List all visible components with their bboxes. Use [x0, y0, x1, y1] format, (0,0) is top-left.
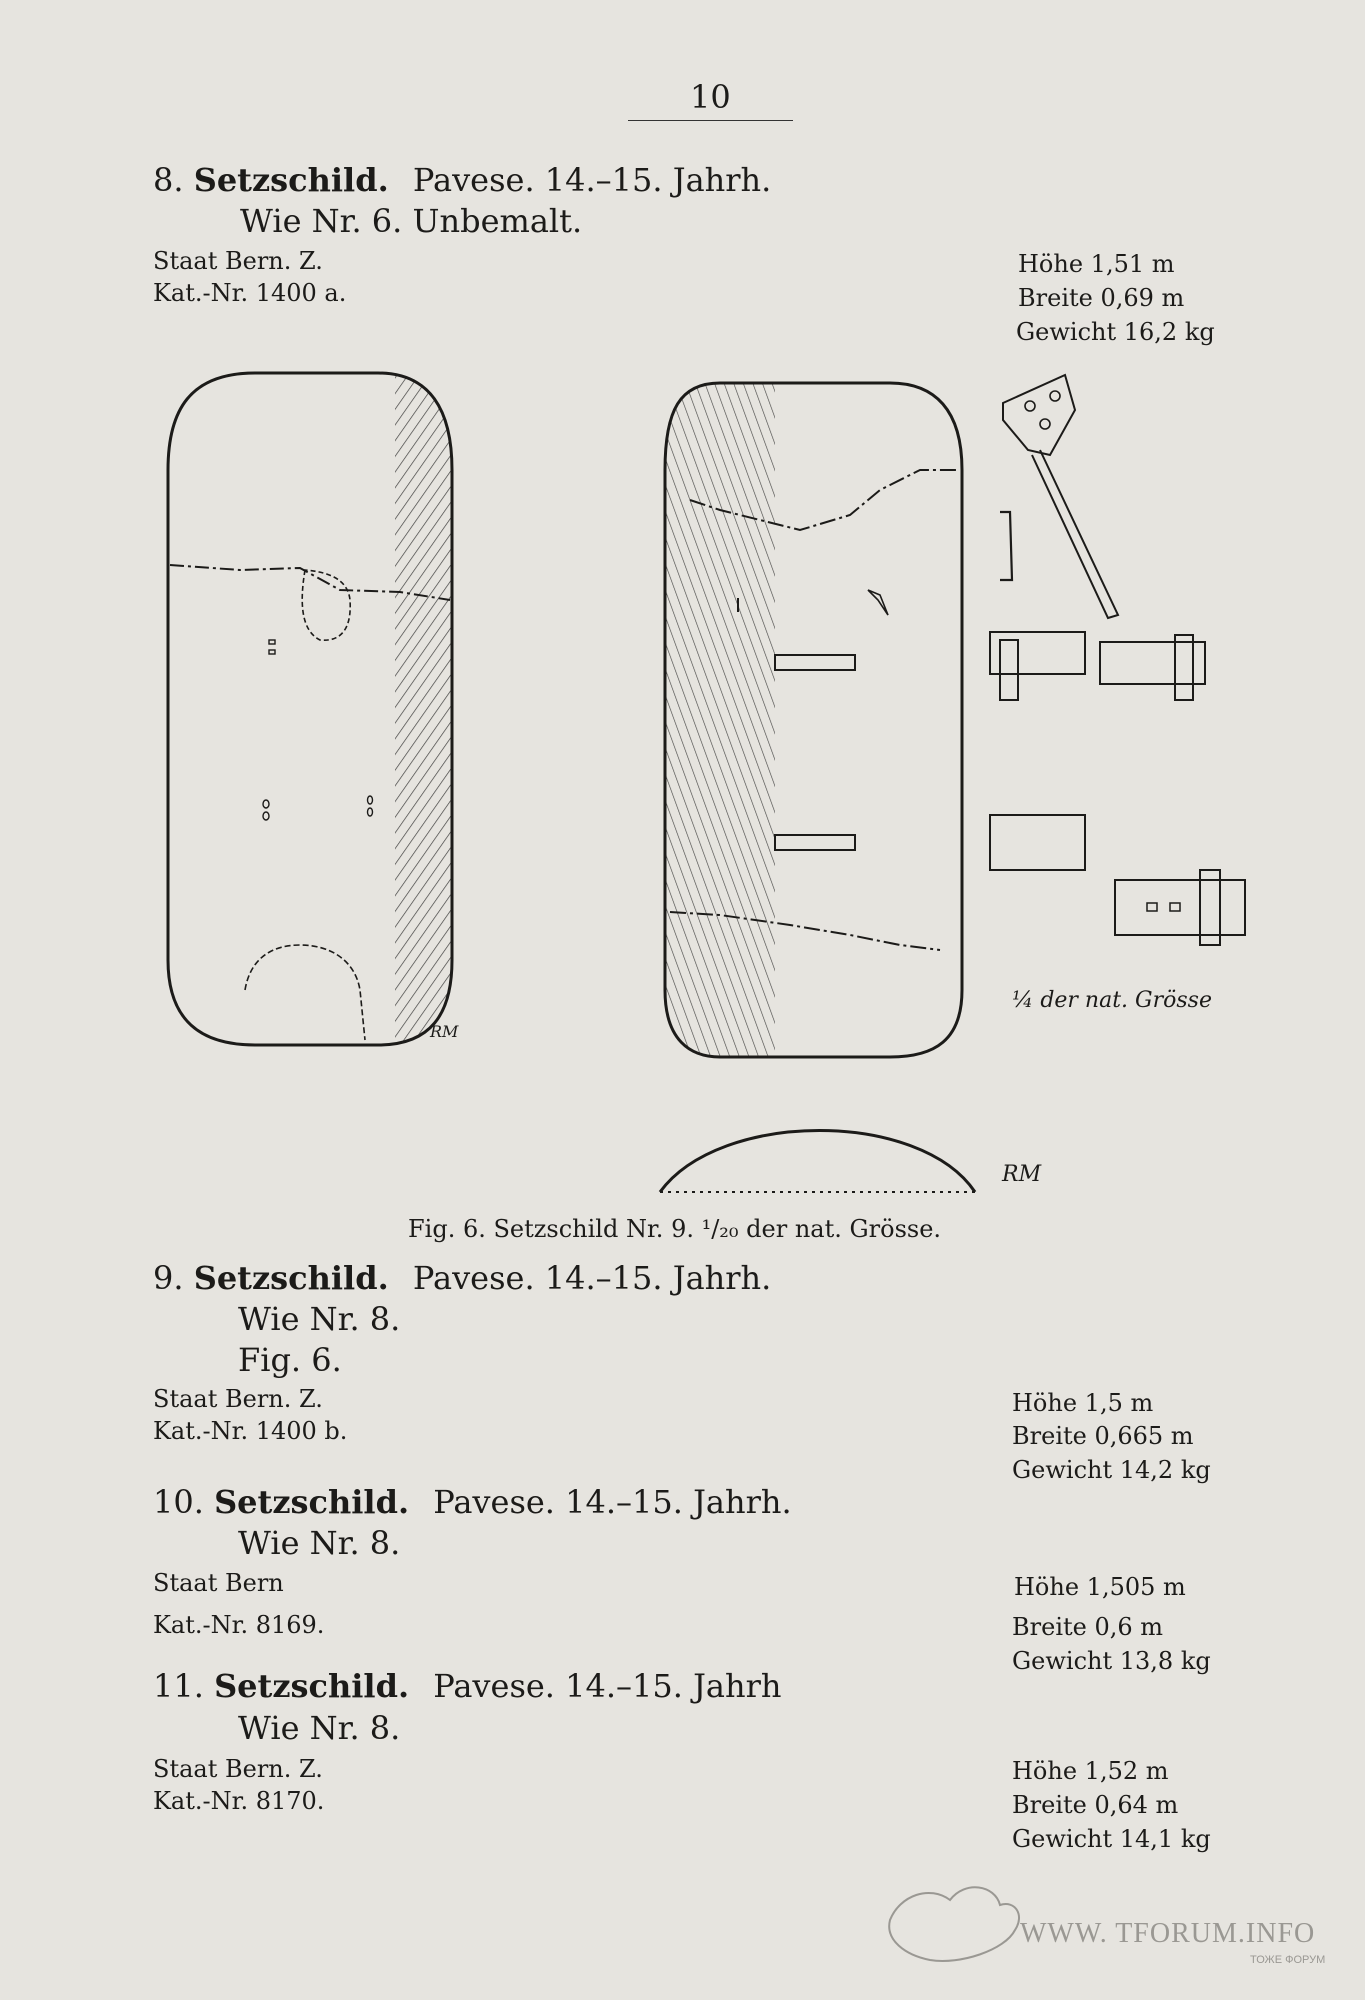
entry-8-note: Wie Nr. 6. Unbemalt.	[240, 202, 583, 240]
entry-8-width: Breite 0,69 m	[1018, 284, 1185, 312]
figure-caption: Fig. 6. Setzschild Nr. 9. ¹/₂₀ der nat. Grösse.	[408, 1215, 942, 1243]
entry-10-owner: Staat Bern	[153, 1569, 284, 1597]
entry-10-catalog: Kat.-Nr. 8169.	[153, 1611, 325, 1639]
shield-back-view	[655, 380, 962, 1070]
entry-9-owner: Staat Bern. Z.	[153, 1385, 323, 1413]
entry-9-heading: 9. Setzschild. Pavese. 14.–15. Jahrh.	[153, 1259, 772, 1297]
entry-10-heading: 10. Setzschild. Pavese. 14.–15. Jahrh.	[153, 1483, 792, 1521]
entry-11-width: Breite 0,64 m	[1012, 1791, 1179, 1819]
entry-11-height: Höhe 1,52 m	[1012, 1757, 1169, 1785]
detail-fittings	[990, 375, 1245, 945]
entry-9-height: Höhe 1,5 m	[1012, 1389, 1154, 1417]
entry-10-weight: Gewicht 13,8 kg	[1012, 1647, 1211, 1675]
entry-8-weight: Gewicht 16,2 kg	[1016, 318, 1215, 346]
entry-9-width: Breite 0,665 m	[1012, 1422, 1194, 1450]
entry-8-height: Höhe 1,51 m	[1018, 250, 1175, 278]
entry-11-owner: Staat Bern. Z.	[153, 1755, 323, 1783]
entry-8-owner: Staat Bern. Z.	[153, 247, 323, 275]
entry-9-weight: Gewicht 14,2 kg	[1012, 1456, 1211, 1484]
entry-10-width: Breite 0,6 m	[1012, 1613, 1164, 1641]
shield-front-view	[168, 360, 465, 1060]
entry-9-catalog: Kat.-Nr. 1400 b.	[153, 1417, 348, 1445]
entry-11-catalog: Kat.-Nr. 8170.	[153, 1787, 325, 1815]
entry-8-catalog: Kat.-Nr. 1400 a.	[153, 279, 347, 307]
entry-11-note: Wie Nr. 8.	[238, 1709, 401, 1747]
entry-10-height: Höhe 1,505 m	[1014, 1573, 1186, 1601]
artist-signature-front: RM	[430, 1022, 459, 1041]
watermark-tagline: ТОЖЕ ФОРУМ	[1250, 1954, 1326, 1966]
artist-signature-section: RM	[1002, 1162, 1042, 1187]
entry-9-note: Wie Nr. 8.	[238, 1300, 401, 1338]
cross-section-profile	[660, 1131, 975, 1193]
entry-10-note: Wie Nr. 8.	[238, 1524, 401, 1562]
detail-scale-note: ¼ der nat. Grösse	[1012, 988, 1212, 1013]
entry-8-heading: 8. Setzschild. Pavese. 14.–15. Jahrh.	[153, 161, 772, 199]
entry-11-heading: 11. Setzschild. Pavese. 14.–15. Jahrh	[153, 1667, 782, 1705]
watermark-text: WWW. TFORUM.INFO	[1020, 1918, 1316, 1949]
entry-9-figure-ref: Fig. 6.	[238, 1341, 342, 1379]
entry-11-weight: Gewicht 14,1 kg	[1012, 1825, 1211, 1853]
page-number: 10	[690, 78, 731, 116]
